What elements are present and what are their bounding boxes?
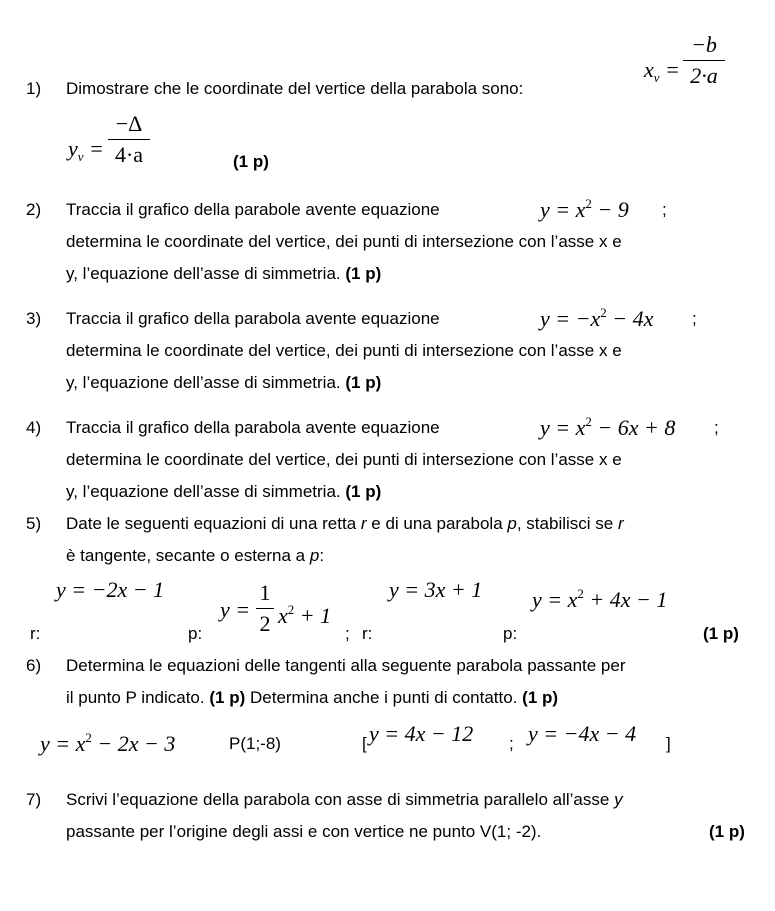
q5-label-r2: r: bbox=[362, 624, 373, 643]
q1-text: Dimostrare che le coordinate del vertice della parabola sono: bbox=[66, 79, 524, 98]
q2-number: 2) bbox=[26, 200, 42, 219]
q5-eq-p2: $y = x^2 + 4x - 1$ bbox=[532, 586, 668, 612]
q5-eq-r2: y = 3x + 1 bbox=[389, 577, 483, 602]
q5-separator: ; bbox=[345, 624, 350, 643]
q5-eq-p1-rhs: $x^2 + 1$ bbox=[278, 602, 332, 628]
q1-points: (1 p) bbox=[233, 152, 269, 171]
q5-number: 5) bbox=[26, 514, 42, 533]
q3-semicolon: ; bbox=[692, 309, 697, 328]
q3-number: 3) bbox=[26, 309, 42, 328]
q5-label-r1: r: bbox=[30, 624, 41, 643]
q5-label-p2: p: bbox=[503, 624, 518, 643]
q4-line3: y, l’equazione dell’asse di simmetria. (1 p) bbox=[66, 482, 382, 501]
q5-line1: Date le seguenti equazioni di una retta r e di una parabola p, stabilisci se r bbox=[66, 514, 624, 533]
q2-semicolon: ; bbox=[662, 200, 667, 219]
q2-line3: y, l’equazione dell’asse di simmetria. (1 p) bbox=[66, 264, 382, 283]
q4-semicolon: ; bbox=[714, 418, 719, 437]
q5-label-p1: p: bbox=[188, 624, 203, 643]
q1-yv-symbol: $y_v$ = bbox=[68, 136, 104, 164]
q4-equation: $y = x^2 - 6x + 8$ bbox=[540, 414, 676, 440]
q5-eq-r1: y = −2x − 1 bbox=[56, 577, 165, 602]
q4-line2: determina le coordinate del vertice, dei punti di intersezione con l’asse x e bbox=[66, 450, 622, 469]
q2-line2: determina le coordinate del vertice, dei punti di intersezione con l’asse x e bbox=[66, 232, 622, 251]
q2-line1: Traccia il grafico della parabole avente equazione bbox=[66, 200, 440, 219]
q4-number: 4) bbox=[26, 418, 42, 437]
q7-number: 7) bbox=[26, 790, 42, 809]
q6-point: P(1;-8) bbox=[229, 734, 281, 753]
q2-equation: $y = x^2 - 9$ bbox=[540, 196, 629, 222]
q6-close-bracket: ] bbox=[666, 734, 671, 753]
q1-xv-symbol: $x_v$ = bbox=[644, 57, 680, 85]
q1-number: 1) bbox=[26, 79, 42, 98]
q5-points: (1 p) bbox=[703, 624, 739, 643]
q5-line2: è tangente, secante o esterna a p: bbox=[66, 546, 325, 565]
q3-equation: $y = -x^2 - 4x$ bbox=[540, 305, 654, 331]
q6-answer-1: y = 4x − 12 bbox=[369, 721, 474, 746]
q1-yv-fraction: −Δ 4·a bbox=[108, 111, 150, 168]
q1-xv-fraction: −b 2·a bbox=[683, 32, 725, 89]
q6-equation: $y = x^2 - 2x - 3$ bbox=[40, 730, 176, 756]
q7-points: (1 p) bbox=[709, 822, 745, 841]
q6-answer-separator: ; bbox=[509, 734, 514, 753]
q7-line1: Scrivi l’equazione della parabola con asse di simmetria parallelo all’asse y bbox=[66, 790, 623, 809]
q4-line1: Traccia il grafico della parabola avente equazione bbox=[66, 418, 440, 437]
q7-line2: passante per l’origine degli assi e con vertice ne punto V(1; -2). bbox=[66, 822, 542, 841]
q6-answer-2: y = −4x − 4 bbox=[528, 721, 637, 746]
q6-line2: il punto P indicato. (1 p) Determina anche i punti di contatto. (1 p) bbox=[66, 688, 559, 707]
q3-line2: determina le coordinate del vertice, dei punti di intersezione con l’asse x e bbox=[66, 341, 622, 360]
q6-open-bracket: [ bbox=[362, 734, 367, 753]
q3-line3: y, l’equazione dell’asse di simmetria. (1 p) bbox=[66, 373, 382, 392]
q5-eq-p1-fraction: 1 2 bbox=[256, 580, 274, 637]
q3-line1: Traccia il grafico della parabola avente equazione bbox=[66, 309, 440, 328]
q5-eq-p1-lhs: y = bbox=[220, 597, 251, 622]
q6-number: 6) bbox=[26, 656, 42, 675]
q6-line1: Determina le equazioni delle tangenti alla seguente parabola passante per bbox=[66, 656, 626, 675]
